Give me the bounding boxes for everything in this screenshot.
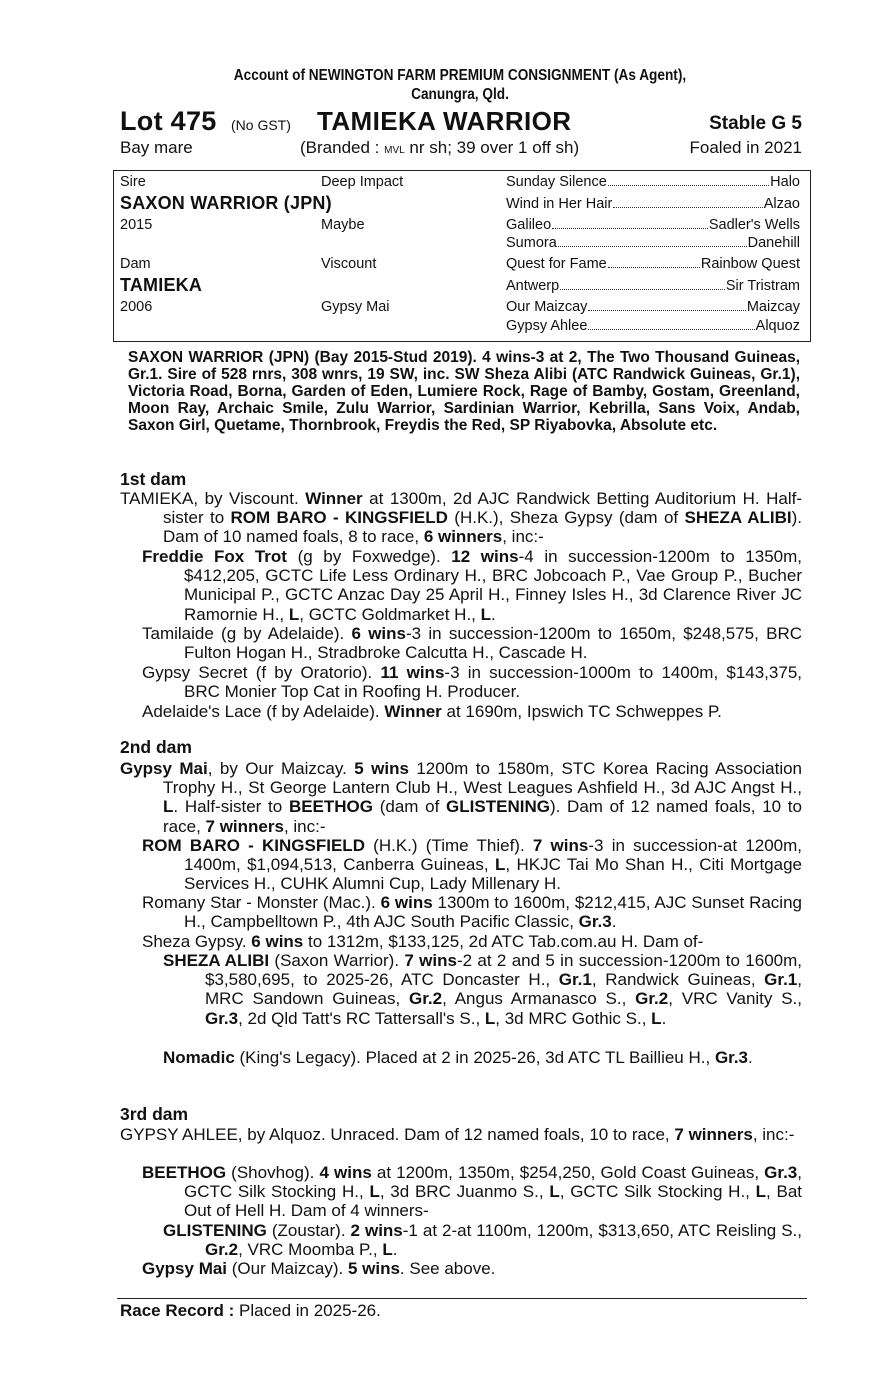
dam-dam: Gypsy Mai xyxy=(321,299,390,315)
ancestor-right: Sadler's Wells xyxy=(708,217,800,233)
grand-progeny-entry: GLISTENING (Zoustar). 2 wins-1 at 2-at 1100m, 1200m, $313,650, ATC Reisling S., Gr.2, VRC Moomba P., L. xyxy=(163,1221,803,1260)
progeny-entry: Gypsy Secret (f by Oratorio). 11 wins-3 in succession-1000m to 1400m, $143,375, BRC Monier Top Cat in Roofing H. Producer. xyxy=(142,663,802,702)
ancestor-row xyxy=(506,174,800,190)
progeny-entry: Gypsy Mai (Our Maizcay). 5 wins. See above. xyxy=(142,1259,496,1278)
dam-name: TAMIEKA xyxy=(120,275,203,295)
progeny-entry: Tamilaide (g by Adelaide). 6 wins-3 in succession-1200m to 1650m, $248,575, BRC Fulton Hogan H., Stradbroke Calcutta H., Cascade H. xyxy=(142,624,802,663)
ancestor-row xyxy=(506,235,800,251)
grand-progeny-entry: SHEZA ALIBI (Saxon Warrior). 7 wins-2 at 2 and 5 in succession-1200m to 1600m, $3,580,695, to 2025-26, ATC Doncaster H., Gr.1, Randwick Guineas, Gr.1, MRC Sandown Guineas, Gr.2, Angus Armanasco S., Gr.2, VRC Vanity S., Gr.3, 2d Qld Tatt's RC Tattersall's S., L, 3d MRC Gothic S., L. xyxy=(163,951,802,1028)
dam-entry: GYPSY AHLEE, by Alquoz. Unraced. Dam of 12 named foals, 10 to race, 7 winners, inc:- xyxy=(120,1125,795,1144)
ancestor-left: Wind in Her Hair xyxy=(506,196,613,212)
ancestor-row xyxy=(506,196,800,212)
ancestor-right: Maizcay xyxy=(746,299,800,315)
ancestor-row xyxy=(506,318,800,334)
progeny-entry: Sheza Gypsy. 6 wins to 1312m, $133,125, 2d ATC Tab.com.au H. Dam of- xyxy=(142,932,704,951)
vendor-account xyxy=(161,66,759,104)
sire-name: SAXON WARRIOR (JPN) xyxy=(120,193,332,213)
foaled-year: Foaled in 2021 xyxy=(689,138,802,157)
ancestor-right: Danehill xyxy=(747,235,800,251)
ancestor-left: Quest for Fame xyxy=(506,256,607,272)
sire-sire: Deep Impact xyxy=(321,174,404,190)
dam-entry: Gypsy Mai, by Our Maizcay. 5 wins 1200m to 1580m, STC Korea Racing Association Trophy H., St George Lantern Club H., West Leagues Ashfield H., 3d AJC Angst H., L. Half-sister to BEETHOG (dam of GLISTENING). Dam of 12 named foals, 10 to race, 7 winners, inc:- xyxy=(120,759,803,836)
ancestor-right: Rainbow Quest xyxy=(700,256,800,272)
race-record xyxy=(120,1301,381,1321)
brand-suffix: nr sh; 39 over 1 off sh) xyxy=(404,138,580,157)
ancestor-left: Gypsy Ahlee xyxy=(506,318,588,334)
pedigree-table xyxy=(113,170,811,342)
brand-mark: MVL xyxy=(384,145,405,156)
lot-number: Lot 475 xyxy=(120,106,217,136)
lot-header xyxy=(120,106,802,138)
ancestor-right: Sir Tristram xyxy=(725,278,800,294)
progeny-entry: Adelaide's Lace (f by Adelaide). Winner at 1690m, Ipswich TC Schweppes P. xyxy=(142,702,722,721)
stable-location: Stable G 5 xyxy=(709,113,802,134)
ancestor-left: Sunday Silence xyxy=(506,174,607,190)
ancestor-row xyxy=(506,278,800,294)
race-record-value: Placed in 2025-26. xyxy=(234,1301,381,1320)
sex-colour: Bay mare xyxy=(120,138,193,157)
vendor-line-2: Canungra, Qld. xyxy=(411,86,509,103)
race-record-label: Race Record : xyxy=(120,1301,235,1320)
sire-stud-record: SAXON WARRIOR (JPN) (Bay 2015-Stud 2019). 4 wins-3 at 2, The Two Thousand Guineas, Gr.1. Sire of 528 rnrs, 308 wnrs, 19 SW, inc. SW Sheza Alibi (ATC Randwick Guineas, Gr.1), Victoria Road, Borna, Garden of Eden, Lumiere Rock, Rage of Bamby, Gostam, Greenland, Moon Ray, Archaic Smile, Zulu Warrior, Sardinian Warrior, Kebrilla, Sans Voix, Andab, Saxon Girl, Quetame, Thornbrook, Freydis the Red, SP Riyabovka, Absolute etc. xyxy=(128,349,800,434)
ancestor-left: Our Maizcay xyxy=(506,299,588,315)
ancestor-right: Halo xyxy=(770,174,800,190)
ancestor-left: Sumora xyxy=(506,235,557,251)
vendor-line-1: Account of NEWINGTON FARM PREMIUM CONSIGNMENT (As Agent), xyxy=(233,67,687,84)
dam-entry: TAMIEKA, by Viscount. Winner at 1300m, 2d AJC Randwick Betting Auditorium H. Half-sister to ROM BARO - KINGSFIELD (H.K.), Sheza Gypsy (dam of SHEZA ALIBI). Dam of 10 named foals, 8 to race, 6 winners, inc:- xyxy=(120,489,803,547)
progeny-entry: BEETHOG (Shovhog). 4 wins at 1200m, 1350m, $254,250, Gold Coast Guineas, Gr.3, GCTC Silk Stocking H., L, 3d BRC Juanmo S., L, GCTC Silk Stocking H., L, Bat Out of Hell H. Dam of 4 winners- xyxy=(142,1163,803,1221)
gst-note: (No GST) xyxy=(231,117,291,133)
brand-info xyxy=(300,138,579,158)
dam-sire: Viscount xyxy=(321,256,377,272)
horse-name: TAMIEKA WARRIOR xyxy=(317,106,572,136)
third-dam-heading: 3rd dam xyxy=(120,1104,189,1124)
brand-prefix: (Branded : xyxy=(300,138,385,157)
ancestor-row xyxy=(506,256,800,272)
ancestor-row xyxy=(506,217,800,233)
dam-label: Dam xyxy=(120,256,151,272)
sire-label: Sire xyxy=(120,174,146,190)
ancestor-right: Alzao xyxy=(763,196,800,212)
race-record-divider xyxy=(117,1298,807,1299)
progeny-entry: Romany Star - Monster (Mac.). 6 wins 1300m to 1600m, $212,415, AJC Sunset Racing H., Campbelltown P., 4th AJC South Pacific Classic, Gr.3. xyxy=(142,893,802,932)
ancestor-right: Alquoz xyxy=(755,318,800,334)
sire-year: 2015 xyxy=(120,217,153,233)
horse-details xyxy=(120,138,802,160)
progeny-entry: Freddie Fox Trot (g by Foxwedge). 12 wins-4 in succession-1200m to 1350m, $412,205, GCTC Life Less Ordinary H., BRC Jobcoach P., Vae Group P., Bucher Municipal P., GCTC Anzac Day 25 April H., Finney Isles H., 3d Clarence River JC Ramornie H., L, GCTC Goldmarket H., L. xyxy=(142,547,802,624)
ancestor-left: Antwerp xyxy=(506,278,560,294)
dam-year: 2006 xyxy=(120,299,153,315)
progeny-entry: ROM BARO - KINGSFIELD (H.K.) (Time Thief). 7 wins-3 in succession-at 1200m, 1400m, $1,094,513, Canberra Guineas, L, HKJC Tai Mo Shan H., Citi Mortgage Services H., CUHK Alumni Cup, Lady Millenary H. xyxy=(142,836,802,894)
first-dam-heading: 1st dam xyxy=(120,469,187,489)
sire-dam: Maybe xyxy=(321,217,365,233)
grand-progeny-entry: Nomadic (King's Legacy). Placed at 2 in 2025-26, 3d ATC TL Baillieu H., Gr.3. xyxy=(163,1048,753,1067)
ancestor-row xyxy=(506,299,800,315)
ancestor-left: Galileo xyxy=(506,217,552,233)
second-dam-heading: 2nd dam xyxy=(120,737,192,757)
